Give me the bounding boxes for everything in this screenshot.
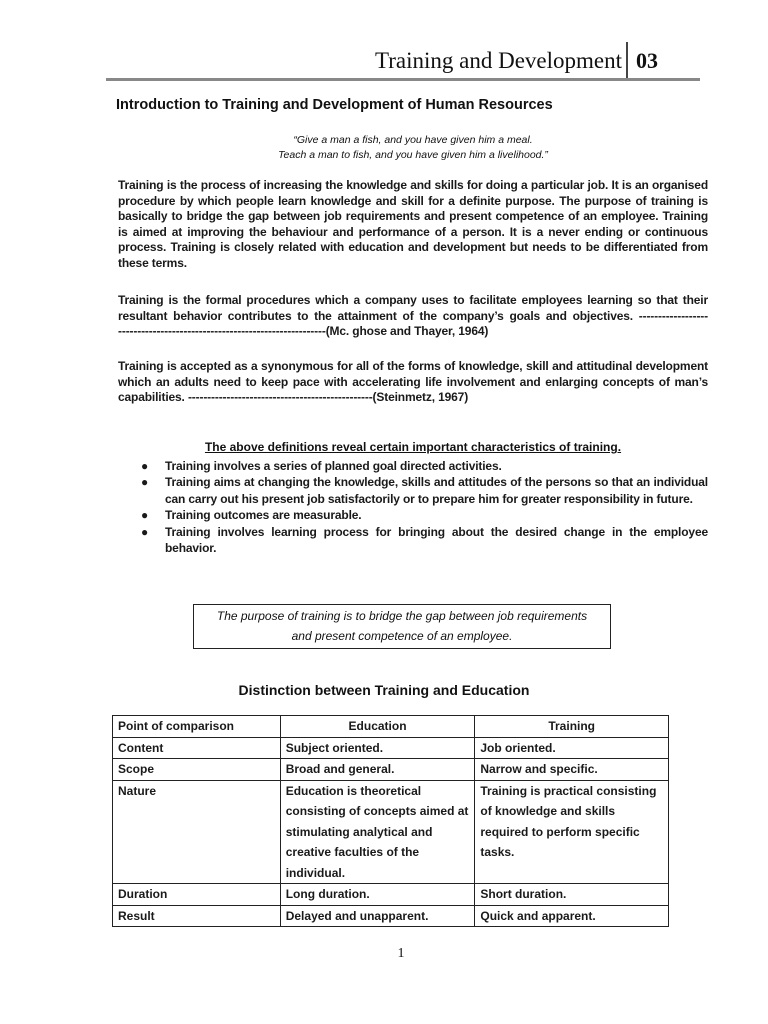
paragraph-3-text: Training is accepted as a synonymous for all of the forms of knowledge, skill and attitudinal development which an adults need to keep pace with accelerating life involvement and enlarging concepts of man’s capabilities. — [118, 359, 708, 405]
table-cell: Scope — [113, 759, 281, 781]
list-item: ● Training involves a series of planned goal directed activities. — [141, 459, 502, 473]
list-item: ● Training involves learning process for bringing about the desired change in the employee behavior. — [141, 524, 708, 556]
table-cell: Quick and apparent. — [475, 905, 669, 927]
table-cell: Education is theoretical consisting of concepts aimed at stimulating analytical and creative faculties of the individual. — [280, 780, 475, 884]
quote-line-2: Teach a man to fish, and you have given him a livelihood.” — [278, 149, 548, 161]
page-number: 1 — [397, 946, 405, 961]
table-title: Distinction between Training and Education — [238, 682, 530, 698]
purpose-callout-box — [193, 604, 611, 649]
list-item: ● Training aims at changing the knowledge, skills and attitudes of the persons so that an individual can carry out his present job satisfactorily or to prepare him for greater responsibility in future. — [141, 475, 708, 506]
header-title: Training and Development — [374, 48, 622, 73]
quote-line-1: “Give a man a fish, and you have given him a meal. — [293, 134, 533, 146]
list-item: ● Training outcomes are measurable. — [141, 508, 362, 523]
table-cell: Broad and general. — [280, 759, 475, 781]
chapter-number: 03 — [636, 48, 658, 73]
table-cell: Result — [113, 905, 281, 927]
table-cell: Job oriented. — [475, 737, 669, 759]
table-cell: Duration — [113, 884, 281, 906]
table-cell: Narrow and specific. — [475, 759, 669, 781]
table-row — [113, 884, 669, 906]
page-header — [106, 42, 700, 82]
paragraph-3-citation: ------------------------------------------------(Steinmetz, 1967) — [187, 390, 469, 405]
bullet-icon: ● — [141, 459, 149, 473]
characteristics-heading: The above definitions reveal certain important characteristics of training. — [204, 440, 622, 454]
table-row — [113, 780, 669, 884]
bullet-icon: ● — [141, 508, 149, 523]
paragraph-formal-procedures — [118, 293, 708, 340]
header-divider — [626, 42, 628, 80]
column-header: Training — [475, 716, 669, 738]
characteristics-list — [140, 458, 708, 556]
bullet-icon: ● — [141, 524, 149, 539]
table-row — [113, 737, 669, 759]
table-cell: Training is practical consisting of knowledge and skills required to perform specific tasks. — [475, 780, 669, 884]
bullet-icon: ● — [141, 475, 149, 490]
table-cell: Delayed and unapparent. — [280, 905, 475, 927]
comparison-table — [112, 715, 669, 927]
table-row — [113, 759, 669, 781]
purpose-line-1: The purpose of training is to bridge the gap between job requirements — [216, 609, 588, 623]
header-rule — [106, 78, 700, 81]
table-header-row — [113, 716, 669, 738]
table-cell: Nature — [113, 780, 281, 884]
section-heading: Introduction to Training and Development of Human Resources — [116, 97, 553, 113]
table-cell: Long duration. — [280, 884, 475, 906]
table-cell: Subject oriented. — [280, 737, 475, 759]
paragraph-2-text: Training is the formal procedures which a company uses to facilitate employees learning so that their resultant behavior contributes to the attainment of the company’s goals and objectives. ------------------ — [118, 293, 708, 323]
column-header: Education — [280, 716, 475, 738]
paragraph-synonymous — [118, 359, 708, 406]
column-header: Point of comparison — [113, 716, 281, 738]
epigraph-quote — [118, 133, 708, 163]
table-cell: Content — [113, 737, 281, 759]
purpose-line-2: and present competence of an employee. — [291, 629, 513, 643]
table-cell: Short duration. — [475, 884, 669, 906]
paragraph-2-citation: ------------------------------------------------------(Mc. ghose and Thayer, 1964) — [118, 324, 489, 339]
table-row — [113, 905, 669, 927]
paragraph-definition: Training is the process of increasing the knowledge and skills for doing a particular job. It is an organised procedure by which people learn knowledge and skill for a definite purpose. The purpose of training is basically to bridge the gap between job requirements and present competence of an employee. Training is aimed at improving the behaviour and performance of a person. It is a never ending or continuous process. Training is closely related with education and development but needs to be differentiated from these terms. — [118, 178, 708, 270]
